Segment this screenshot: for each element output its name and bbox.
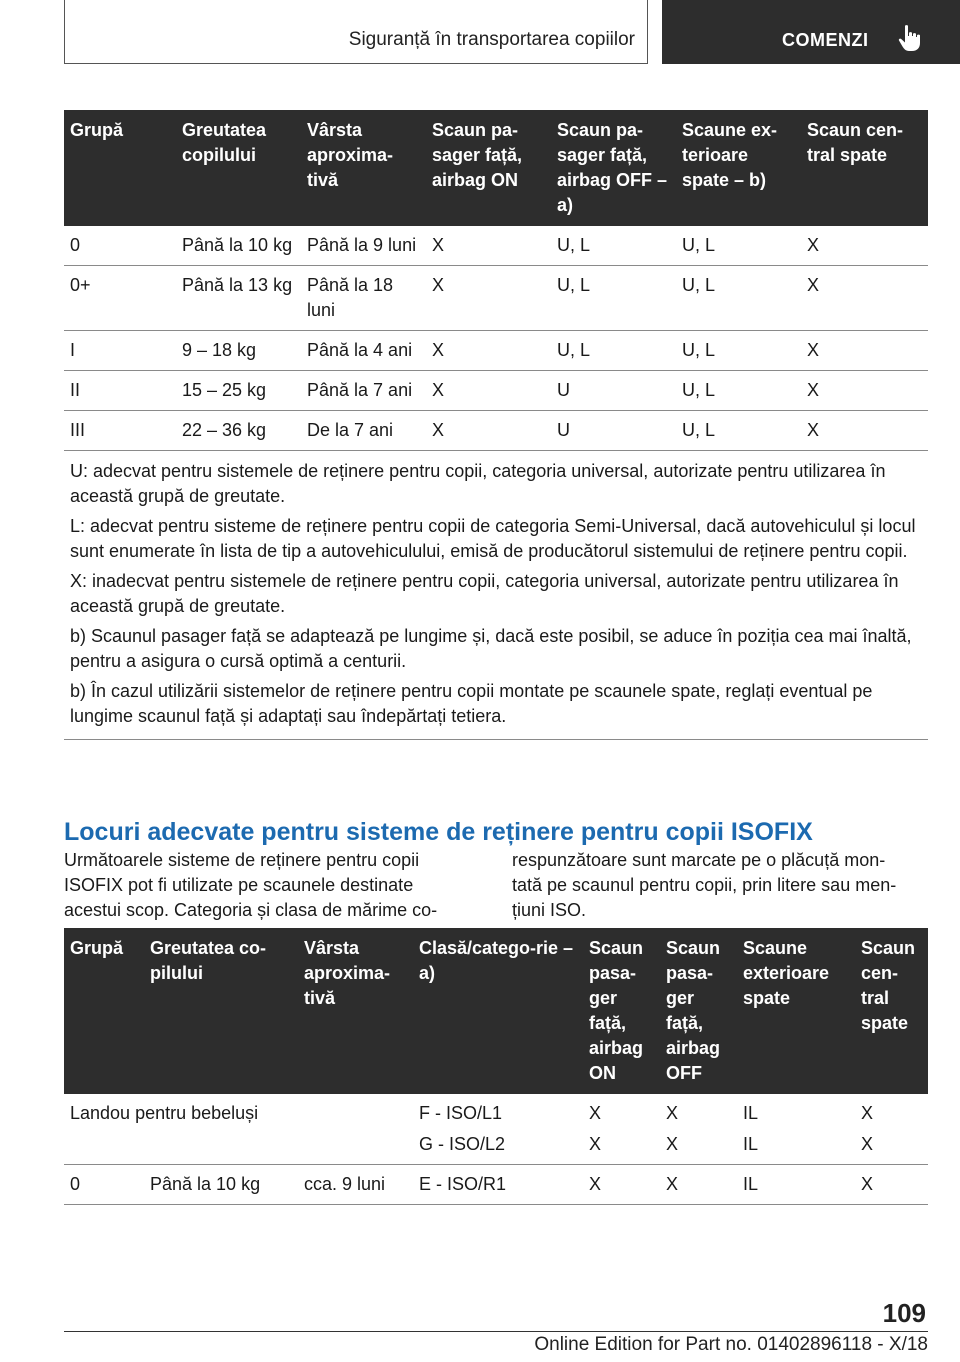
table-cell: 0 [64, 1165, 144, 1205]
header-tab-comenzi[interactable] [662, 0, 960, 64]
table-note: U: adecvat pentru sistemele de reținere pentru copii, categoria universal, autorizate pentru utilizarea în această grupă de greutate. [70, 461, 886, 506]
seat-suitability-table [64, 110, 928, 740]
table-row [64, 411, 928, 451]
col-header: Scaune ex-terioare spate – b) [676, 110, 801, 226]
table-row [64, 331, 928, 371]
table-cell: X [801, 266, 928, 331]
table-cell: 0 [64, 226, 176, 266]
table-cell: X [855, 1128, 928, 1165]
col-header: Clasă/catego-rie – a) [413, 928, 583, 1094]
col-header: Scaune exterioare spate [737, 928, 855, 1094]
table-cell: U, L [676, 411, 801, 451]
col-header: Scaun pa-sager față, airbag ON [426, 110, 551, 226]
intro-paragraph-left: Următoarele sisteme de reținere pentru copii ISOFIX pot fi utilizate pe scaunele destinate acestui scop. Categoria și clasa de mărime co- [64, 850, 438, 920]
table-cell: X [801, 371, 928, 411]
table-cell: IL [737, 1165, 855, 1205]
table-cell: U, L [676, 371, 801, 411]
table-cell: G - ISO/L2 [413, 1128, 583, 1165]
table-row [64, 371, 928, 411]
table-cell: X [660, 1165, 737, 1205]
table-note-row [64, 451, 928, 512]
col-header: Greutatea copilului [176, 110, 301, 226]
table-cell: 22 – 36 kg [176, 411, 301, 451]
table-cell: X [426, 411, 551, 451]
table-cell: II [64, 371, 176, 411]
header-title-box [64, 0, 648, 64]
col-header: Grupă [64, 110, 176, 226]
intro-paragraph-right: respunzătoare sunt marcate pe o plăcuță mon-tată pe scaunul pentru copii, prin litere sau men-țiuni ISO. [512, 850, 897, 920]
table-cell: U, L [676, 266, 801, 331]
table-cell: U [551, 411, 676, 451]
table-cell: U [551, 371, 676, 411]
col-header: Grupă [64, 928, 144, 1094]
table-cell: F - ISO/L1 [419, 1103, 503, 1123]
header-section-title: Siguranță în transportarea copiilor [348, 29, 635, 50]
col-header: Greutatea co-pilului [144, 928, 298, 1094]
table-header-row [64, 928, 928, 1094]
section-heading: Locuri adecvate pentru sisteme de reținere pentru copii ISOFIX [64, 818, 813, 846]
table-cell: Până la 4 ani [301, 331, 426, 371]
table-cell: Până la 10 kg [144, 1165, 298, 1205]
table-note-row [64, 676, 928, 740]
footer-divider [64, 1331, 928, 1332]
table-cell: X [426, 371, 551, 411]
table-cell: I [64, 331, 176, 371]
table-row [64, 1165, 928, 1205]
col-header: Scaun pa-sager față, airbag OFF – a) [551, 110, 676, 226]
table-cell: X [855, 1165, 928, 1205]
table-cell: IL [737, 1128, 855, 1165]
table-cell: U, L [676, 226, 801, 266]
table-cell: X [583, 1165, 660, 1205]
table-note-row [64, 566, 928, 621]
col-header: Scaun cen-tral spate [801, 110, 928, 226]
table-note: b) Scaunul pasager față se adaptează pe lungime și, dacă este posibil, se aduce în poziția cea mai înaltă, pentru a asigura o cursă optimă a centurii. [70, 626, 912, 671]
table-cell: U, L [551, 266, 676, 331]
table-cell: X [666, 1103, 679, 1123]
page-number: 109 [882, 1298, 926, 1328]
table-note: L: adecvat pentru sisteme de reținere pentru copii de categoria Semi-Universal, dacă autovehiculul și locul sunt enumerate în lista de tip a autovehiculului, emisă de producătorul sistemului de reținere pentru copii. [70, 516, 916, 561]
table-note-row [64, 621, 928, 676]
table-cell: X [801, 411, 928, 451]
table-cell: 9 – 18 kg [176, 331, 301, 371]
table-cell: Până la 9 luni [301, 226, 426, 266]
footer-edition-text: Online Edition for Part no. 01402896118 - X/18 [534, 1334, 928, 1355]
table-cell: cca. 9 luni [298, 1165, 413, 1205]
col-header: Scaun cen-tral spate [855, 928, 928, 1094]
col-header: Scaun pasa-ger față, airbag OFF [660, 928, 737, 1094]
table-note-row [64, 511, 928, 566]
col-header: Vârsta aproxima-tivă [301, 110, 426, 226]
table-cell: U, L [676, 331, 801, 371]
table-cell: IL [743, 1103, 759, 1123]
table-cell: X [801, 331, 928, 371]
table-cell: X [660, 1128, 737, 1165]
table-cell: X [801, 226, 928, 266]
table-cell: De la 7 ani [301, 411, 426, 451]
table-cell: 0+ [64, 266, 176, 331]
header-tab-label: COMENZI [782, 30, 869, 50]
isofix-table [64, 928, 928, 1205]
table-cell: Până la 13 kg [176, 266, 301, 331]
table-cell: 15 – 25 kg [176, 371, 301, 411]
table-cell: Până la 18 luni [301, 266, 426, 331]
table-cell: X [426, 226, 551, 266]
table-cell: E - ISO/R1 [413, 1165, 583, 1205]
table-row [64, 226, 928, 266]
table-cell: X [589, 1103, 602, 1123]
col-header: Vârsta aproxima-tivă [298, 928, 413, 1094]
table-cell: X [426, 331, 551, 371]
table-cell: U, L [551, 331, 676, 371]
table-note: b) În cazul utilizării sistemelor de reținere pentru copii montate pe scaunele spate, reglați eventual pe lungime scaunul față și adaptați sau îndepărtați tetiera. [64, 676, 928, 740]
table-cell-landou: Landou pentru bebeluși [64, 1094, 413, 1165]
table-header-row [64, 110, 928, 226]
table-cell: X [861, 1103, 874, 1123]
table-cell: U, L [551, 226, 676, 266]
table-cell: X [583, 1128, 660, 1165]
table-row [64, 266, 928, 331]
table-note: X: inadecvat pentru sistemele de reținere pentru copii, categoria universal, autorizate pentru utilizarea în această grupă de greutate. [70, 571, 899, 616]
table-cell: X [426, 266, 551, 331]
hand-pointer-icon [898, 24, 924, 57]
table-cell: Până la 10 kg [176, 226, 301, 266]
table-cell: III [64, 411, 176, 451]
table-cell: Până la 7 ani [301, 371, 426, 411]
table-row [64, 1094, 928, 1128]
col-header: Scaun pasa-ger față, airbag ON [583, 928, 660, 1094]
